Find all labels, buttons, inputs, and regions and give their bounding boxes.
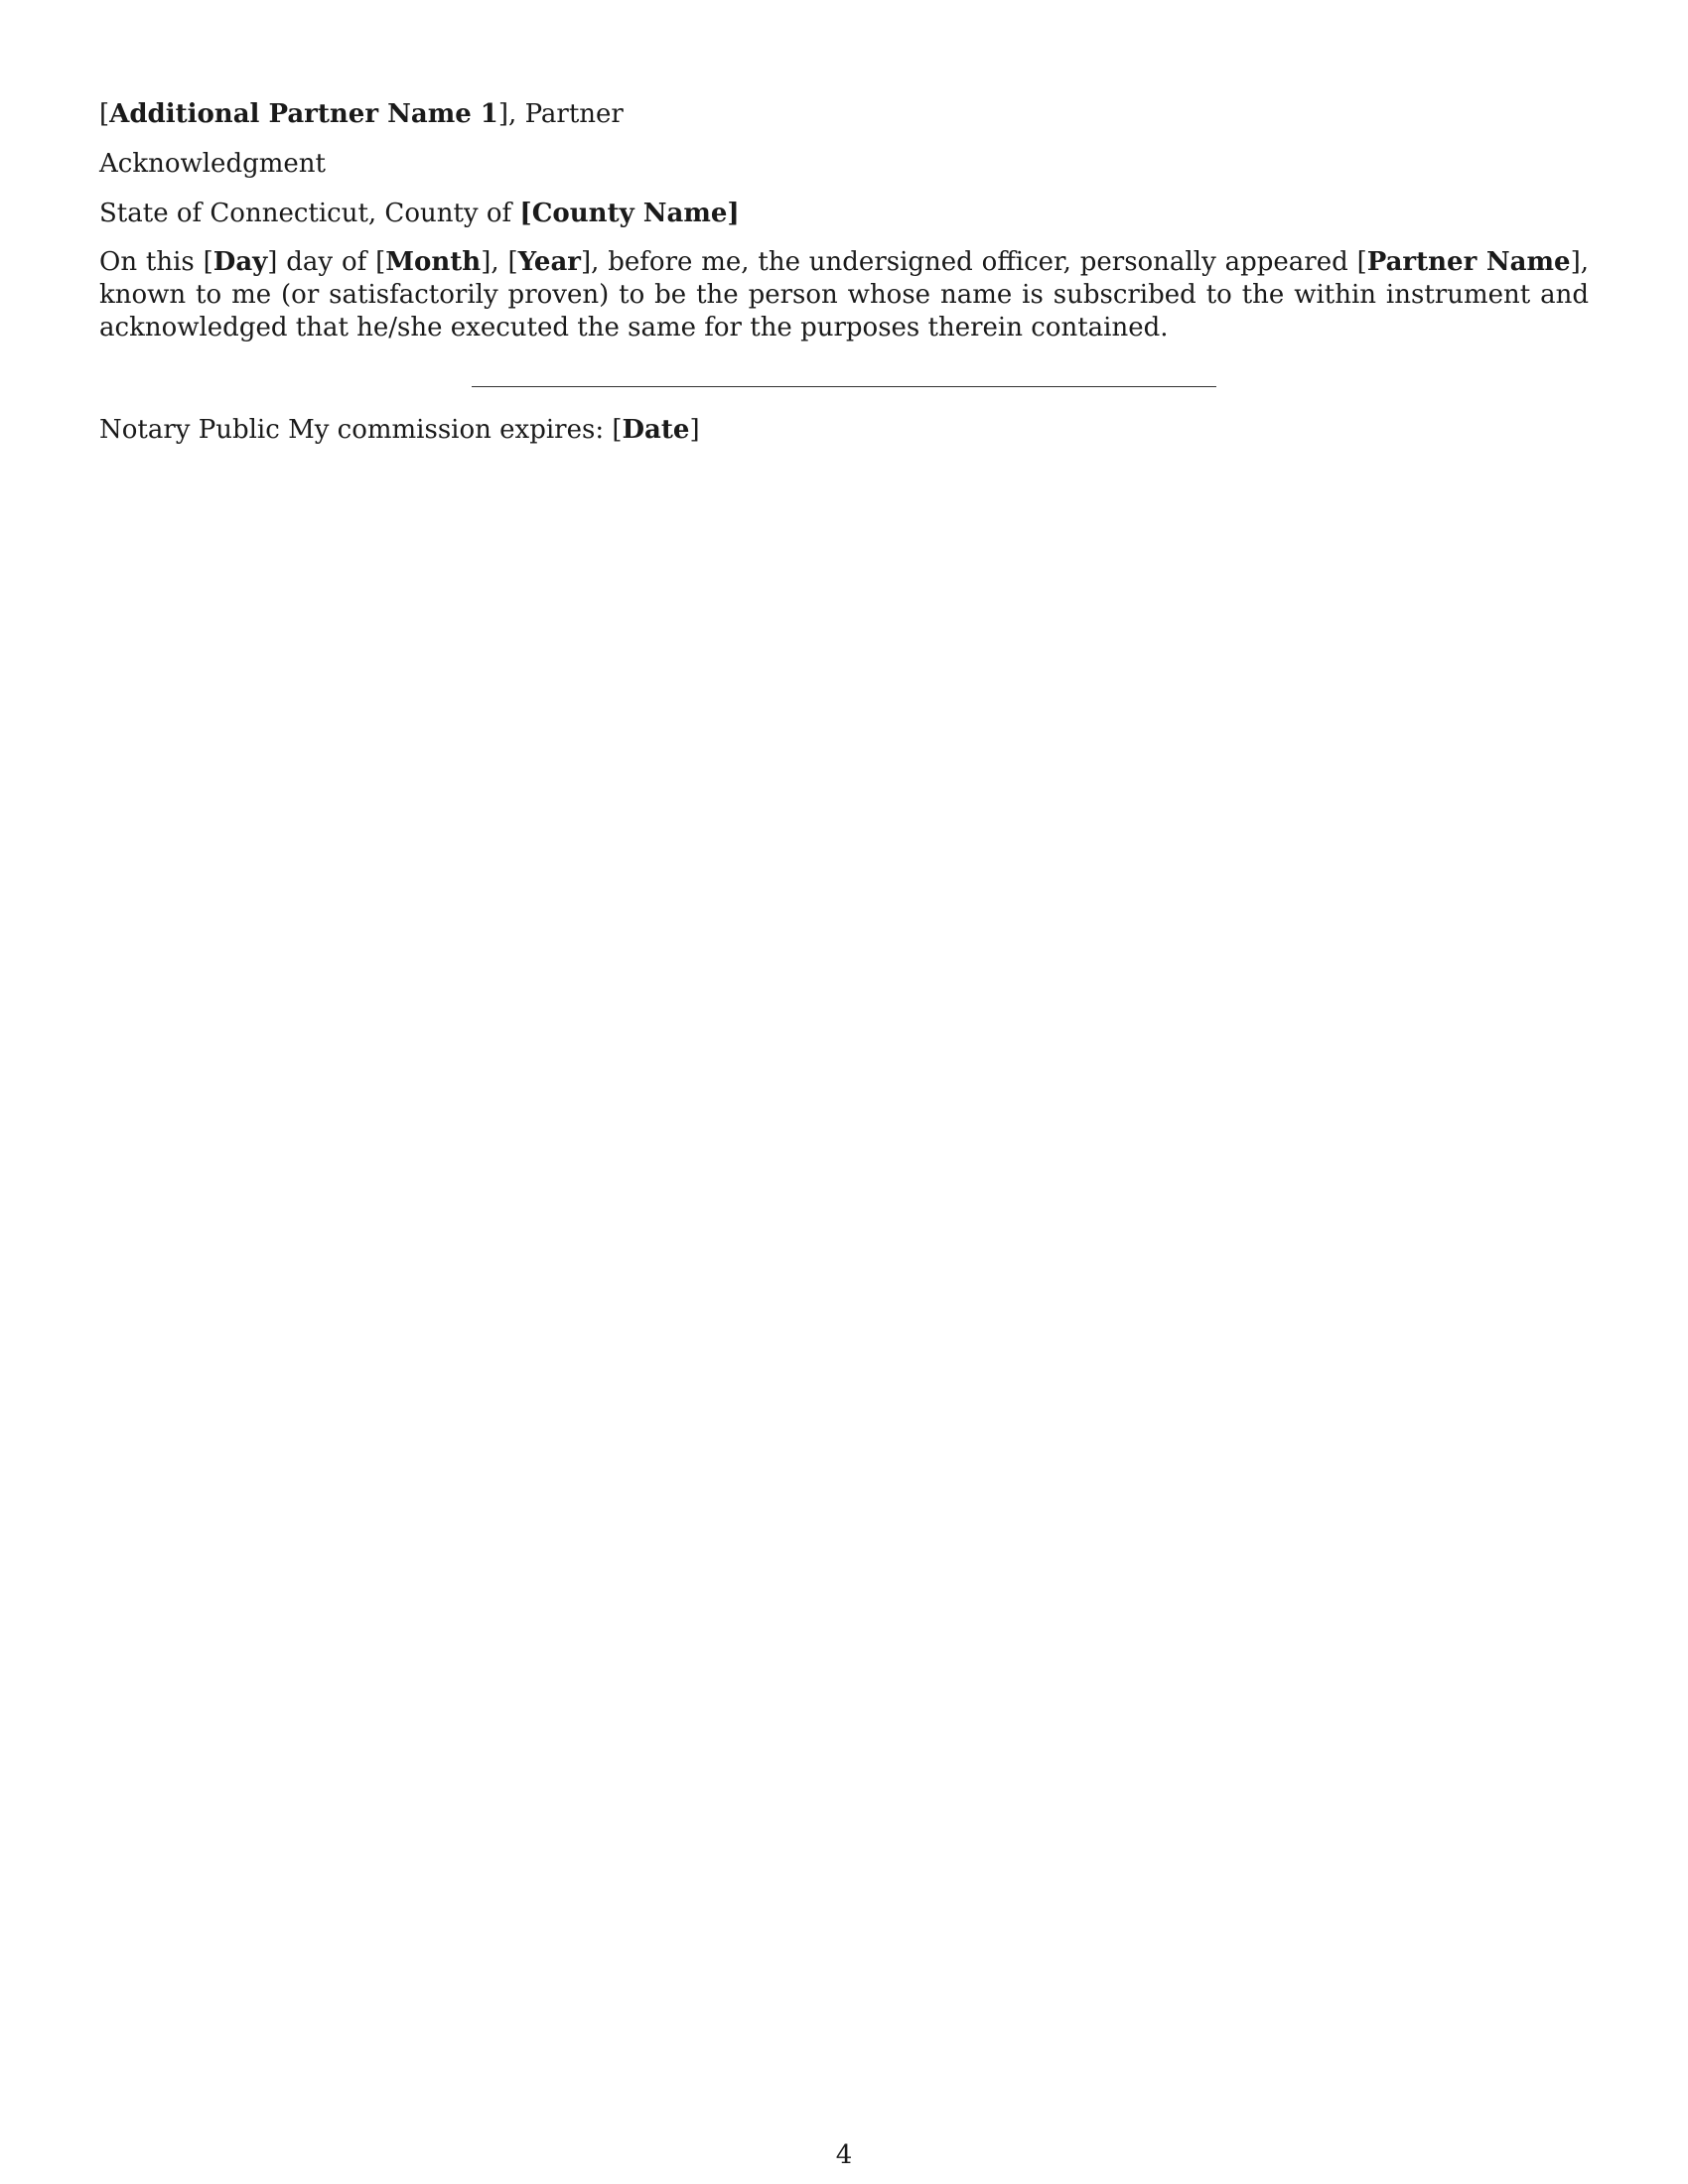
county-name-placeholder: [County Name] bbox=[519, 199, 740, 228]
notary-commission-line: Notary Public My commission expires: [Date] bbox=[99, 415, 700, 445]
venue-line: State of Connecticut, County of [County Name] bbox=[99, 199, 740, 228]
acknowledgment-paragraph: On this [Day] day of [Month], [Year], before me, the undersigned officer, personally appeared [Partner Name], known to me (or satisfactorily proven) to be the person whose name is subscribed to the within instrument and acknowledged that he/she executed the same for the purposes therein contained. bbox=[99, 247, 1590, 342]
year-placeholder: Year bbox=[517, 247, 581, 277]
commission-date-placeholder: Date bbox=[622, 415, 690, 445]
page-number: 4 bbox=[835, 2140, 853, 2170]
partner-signature-line: [Additional Partner Name 1], Partner bbox=[99, 99, 624, 129]
month-placeholder: Month bbox=[385, 247, 482, 277]
acknowledgment-heading: Acknowledgment bbox=[99, 149, 326, 179]
notary-signature-rule bbox=[472, 386, 1216, 387]
partner-name-placeholder: Partner Name bbox=[1366, 247, 1571, 277]
document-page bbox=[99, 97, 1590, 445]
additional-partner-name-placeholder: Additional Partner Name 1 bbox=[109, 99, 498, 129]
partner-role: , Partner bbox=[508, 99, 624, 129]
day-placeholder: Day bbox=[212, 247, 268, 277]
